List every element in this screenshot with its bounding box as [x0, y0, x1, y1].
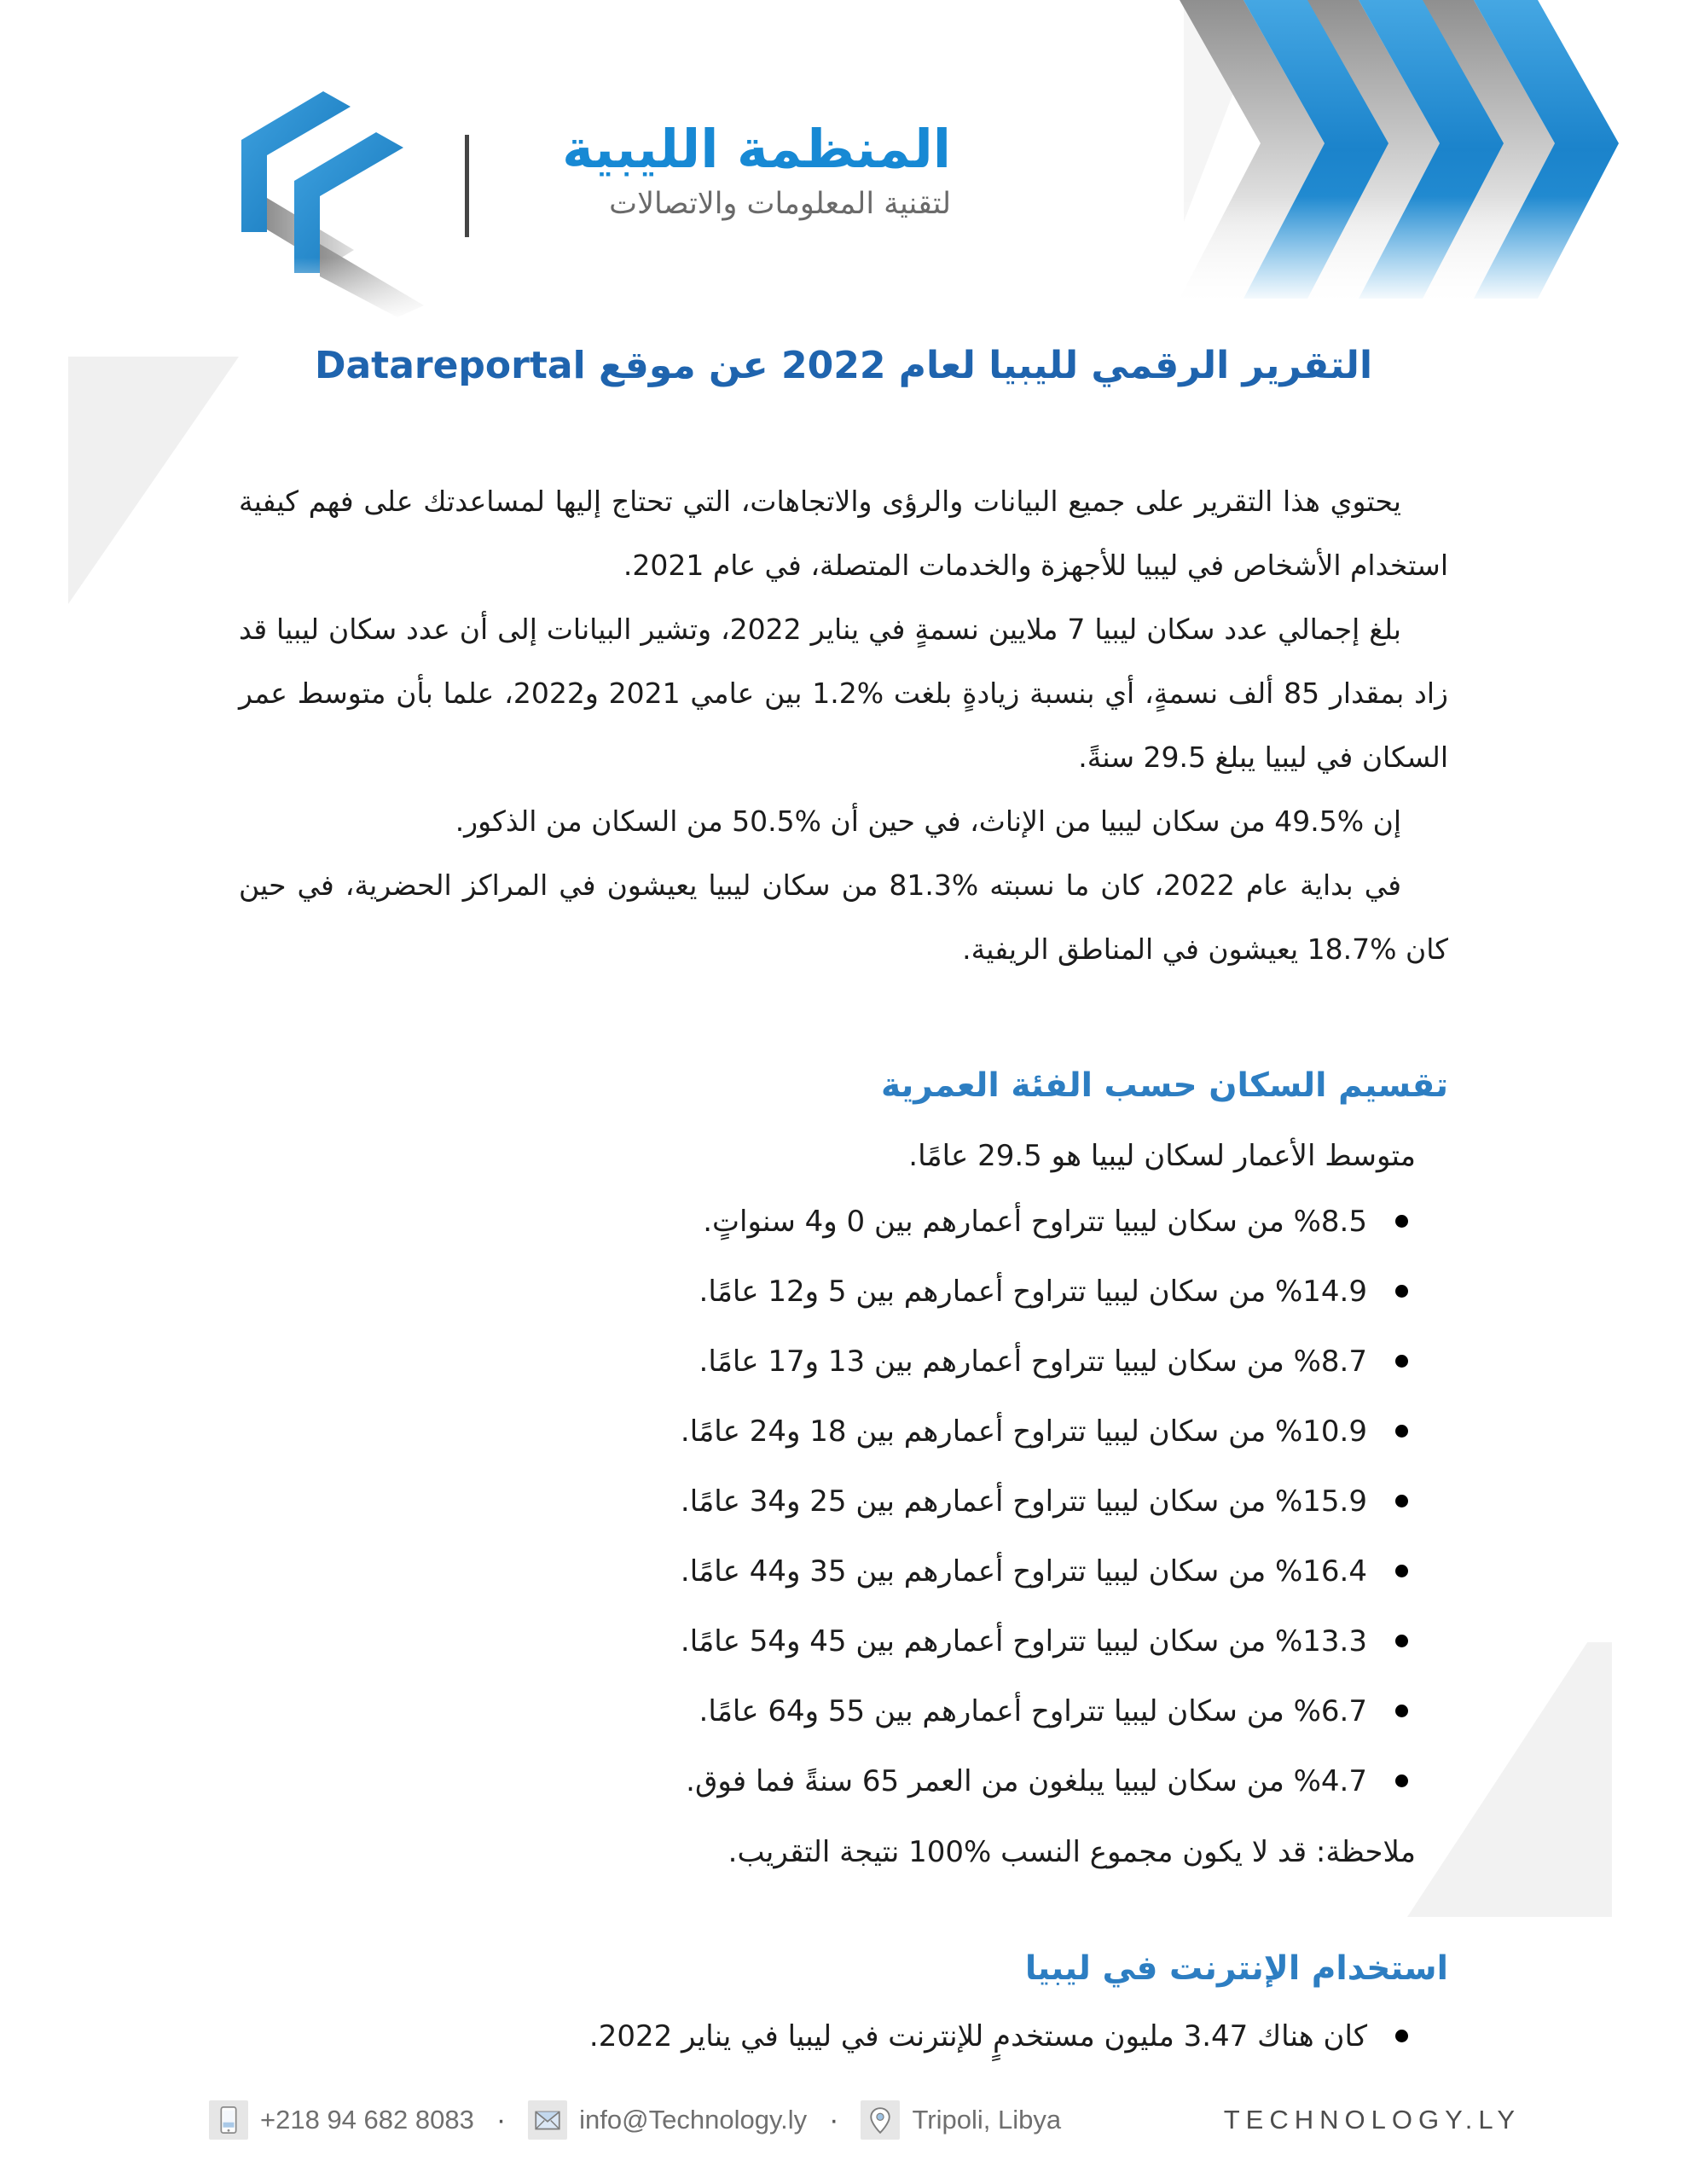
list-item: %8.5 من سكان ليبيا تتراوح أعمارهم بين 0 و4 سنواتٍ.	[239, 1201, 1367, 1242]
letterhead-header	[0, 0, 1687, 299]
chevron-decoration	[1158, 0, 1687, 299]
watermark-triangle-left	[68, 357, 239, 604]
phone-icon	[209, 2100, 248, 2140]
organization-name: المنظمة الليبية	[562, 118, 951, 180]
logo-divider	[465, 135, 469, 237]
section-heading-internet-use: استخدام الإنترنت في ليبيا	[1024, 1949, 1448, 1988]
list-item: %13.3 من سكان ليبيا تتراوح أعمارهم بين 45 و54 عامًا.	[239, 1621, 1367, 1662]
list-item: %10.9 من سكان ليبيا تتراوح أعمارهم بين 18 و24 عامًا.	[239, 1411, 1367, 1452]
paragraph: إن %49.5 من سكان ليبيا من الإناث، في حين أن %50.5 من السكان من الذكور.	[455, 804, 1401, 838]
location-pin-icon	[861, 2100, 900, 2140]
report-body	[239, 469, 1448, 2057]
list-item: %16.4 من سكان ليبيا تتراوح أعمارهم بين 35 و44 عامًا.	[239, 1551, 1367, 1592]
footer-website: TECHNOLOGY.LY	[1223, 2105, 1521, 2135]
list-item: %4.7 من سكان ليبيا يبلغون من العمر 65 سنةً فما فوق.	[239, 1761, 1367, 1802]
paragraph: بلغ إجمالي عدد سكان ليبيا 7 ملايين نسمةٍ في يناير 2022، وتشير البيانات إلى أن عدد سكان ليبيا قد زاد بمقدار 85 ألف نسمةٍ، أي بنسبة زيادةٍ بلغت %1.2 بين عامي 2021 و2022، علما بأن متوسط عمر السكان في ليبيا يبلغ 29.5 سنةً.	[239, 613, 1448, 774]
footer-separator: ·	[829, 2104, 839, 2136]
list-item: %6.7 من سكان ليبيا تتراوح أعمارهم بين 55 و64 عامًا.	[239, 1691, 1367, 1732]
rounding-note: ملاحظة: قد لا يكون مجموع النسب %100 نتيجة التقريب.	[728, 1835, 1416, 1869]
list-item: كان هناك 3.47 مليون مستخدمٍ للإنترنت في ليبيا في يناير 2022.	[239, 2016, 1367, 2057]
paragraph: يحتوي هذا التقرير على جميع البيانات والرؤى والاتجاهات، التي تحتاج إليها لمساعدتك على فهم كيفية استخدام الأشخاص في ليبيا للأجهزة والخدمات المتصلة، في عام 2021.	[239, 485, 1448, 582]
footer-email-address: info@Technology.ly	[579, 2105, 808, 2135]
age-group-list	[239, 1201, 1448, 1802]
logo-text-block	[482, 119, 951, 225]
footer-phone-number: +218 94 682 8083	[260, 2105, 474, 2135]
list-item: %14.9 من سكان ليبيا تتراوح أعمارهم بين 5 و12 عامًا.	[239, 1271, 1367, 1312]
footer-email	[528, 2100, 807, 2140]
organization-tagline: لتقنية المعلومات والاتصالات	[609, 187, 951, 221]
footer-location	[861, 2100, 1061, 2140]
footer-phone	[209, 2100, 474, 2140]
list-item: %8.7 من سكان ليبيا تتراوح أعمارهم بين 13 و17 عامًا.	[239, 1341, 1367, 1382]
section-intro: متوسط الأعمار لسكان ليبيا هو 29.5 عامًا.	[908, 1139, 1416, 1173]
footer-location-text: Tripoli, Libya	[912, 2105, 1062, 2135]
letterhead-footer	[209, 2100, 1521, 2140]
company-logo-icon	[241, 61, 438, 317]
paragraph: في بداية عام 2022، كان ما نسبته %81.3 من سكان ليبيا يعيشون في المراكز الحضرية، في حين كان %18.7 يعيشون في المناطق الريفية.	[239, 868, 1448, 966]
internet-use-list	[239, 2016, 1448, 2057]
email-icon	[528, 2100, 567, 2140]
section-heading-age-groups: تقسيم السكان حسب الفئة العمرية	[881, 1066, 1448, 1105]
page-title: التقرير الرقمي لليبيا لعام 2022 عن موقع Datareportal	[314, 344, 1373, 387]
footer-separator: ·	[496, 2104, 507, 2136]
list-item: %15.9 من سكان ليبيا تتراوح أعمارهم بين 25 و34 عامًا.	[239, 1481, 1367, 1522]
